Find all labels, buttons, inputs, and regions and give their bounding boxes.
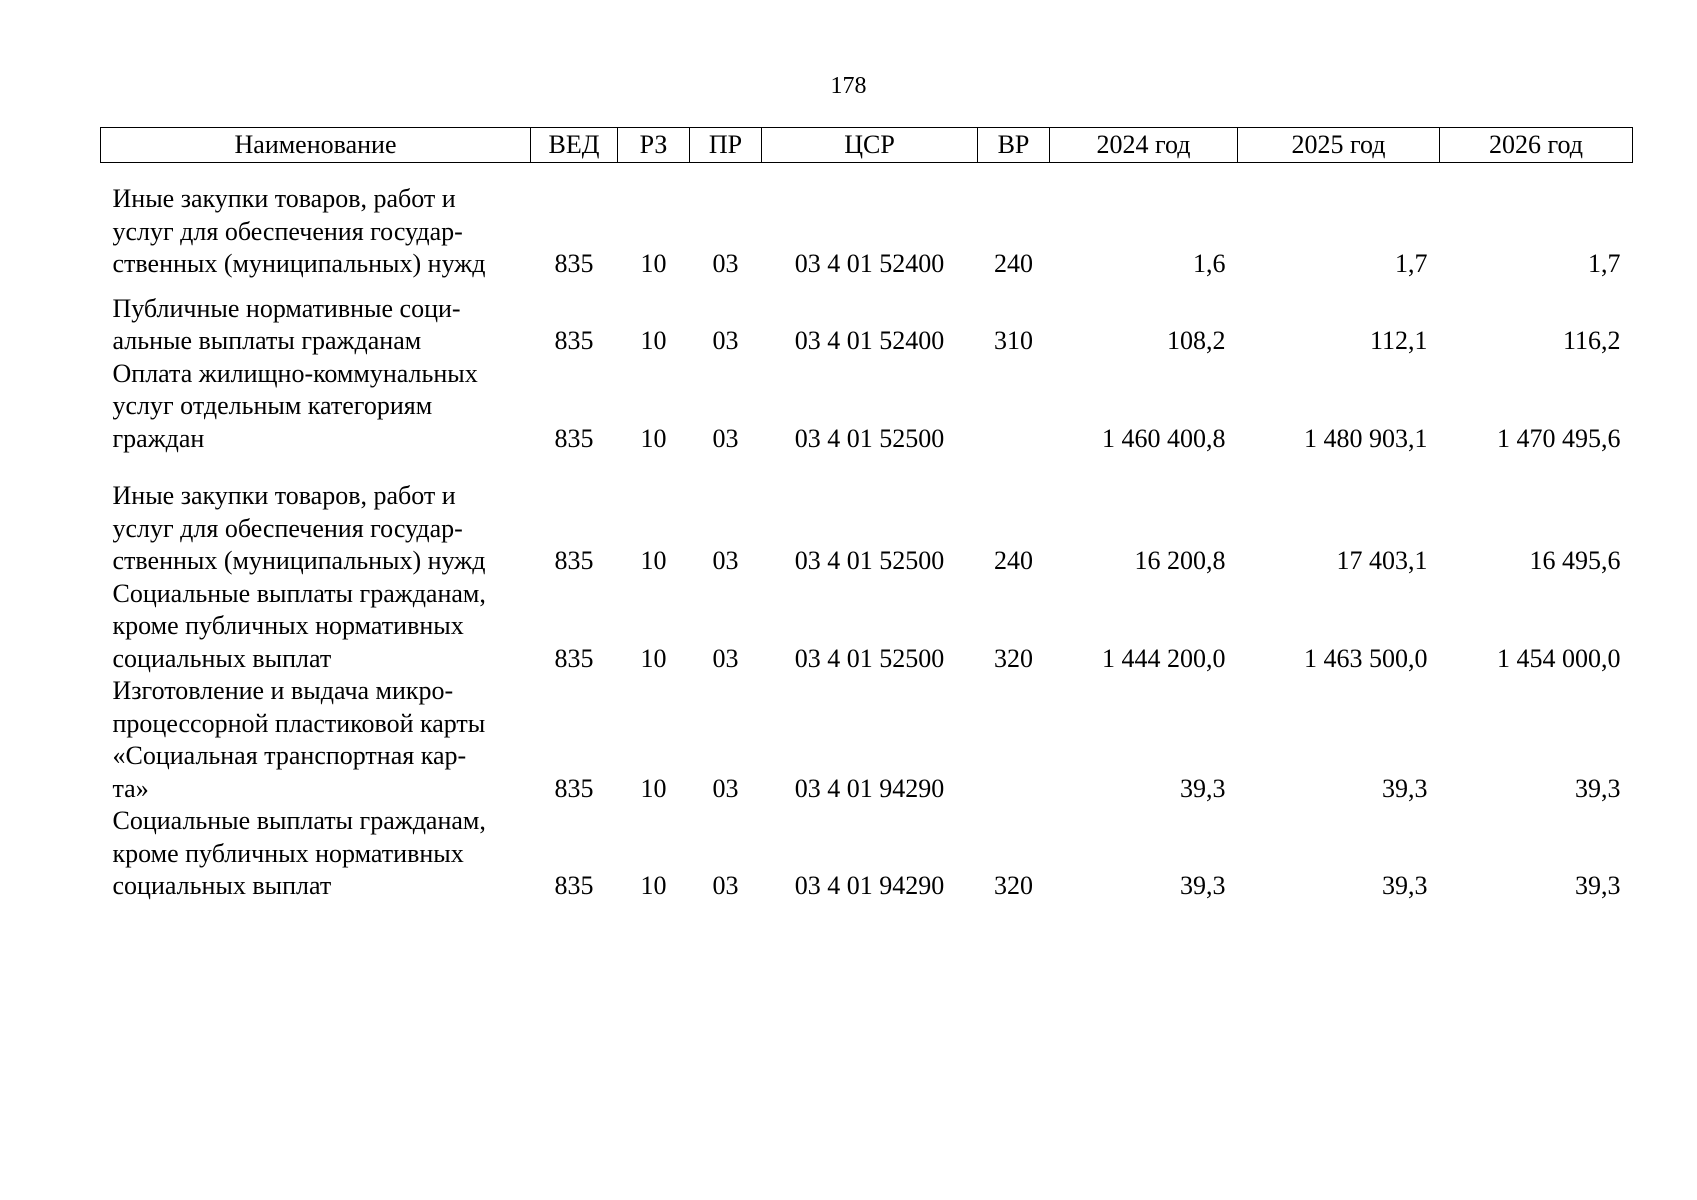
cell-pr: 03 bbox=[712, 871, 739, 900]
cell-2025: 17 403,1 bbox=[1336, 546, 1428, 575]
cell-pr: 03 bbox=[712, 643, 739, 673]
cell-rz: 10 bbox=[640, 871, 667, 900]
table-row bbox=[101, 358, 1633, 456]
table-header bbox=[101, 128, 1633, 163]
row-name-line: кроме публичных нормативных bbox=[112, 838, 464, 868]
cell-pr: 03 bbox=[712, 773, 739, 803]
cell-vr: 310 bbox=[994, 326, 1033, 355]
table-row bbox=[101, 805, 1633, 903]
row-name-line: ственных (муниципальных) нужд bbox=[112, 546, 486, 575]
cell-csr: 03 4 01 94290 bbox=[794, 773, 945, 803]
cell-2024: 1,6 bbox=[1193, 249, 1226, 278]
row-name-line: Иные закупки товаров, работ и bbox=[112, 184, 456, 213]
cell-2026: 1,7 bbox=[1588, 249, 1621, 278]
cell-2025: 112,1 bbox=[1369, 326, 1428, 355]
cell-2024: 39,3 bbox=[1180, 871, 1226, 900]
row-name-line: Публичные нормативные соци- bbox=[112, 293, 461, 323]
row-name bbox=[101, 281, 531, 358]
cell-ved: 835 bbox=[554, 871, 594, 900]
cell-2024: 39,3 bbox=[1180, 773, 1226, 803]
row-name-line: услуг отдельным категориям bbox=[112, 391, 433, 420]
header-rz: РЗ bbox=[618, 128, 690, 163]
cell-2026: 39,3 bbox=[1575, 871, 1621, 900]
row-name-line: социальных выплат bbox=[112, 643, 332, 673]
cell-2026: 1 454 000,0 bbox=[1497, 643, 1621, 673]
cell-2025: 39,3 bbox=[1382, 871, 1428, 900]
header-pr: ПР bbox=[690, 128, 762, 163]
row-name bbox=[101, 455, 531, 578]
cell-rz: 10 bbox=[640, 643, 667, 673]
cell-ved: 835 bbox=[554, 546, 594, 575]
cell-pr: 03 bbox=[712, 326, 739, 355]
cell-ved: 835 bbox=[554, 773, 594, 803]
header-2026: 2026 год bbox=[1440, 128, 1633, 163]
row-name-line: кроме публичных нормативных bbox=[112, 611, 464, 640]
cell-2026: 116,2 bbox=[1562, 326, 1621, 355]
cell-rz: 10 bbox=[640, 773, 667, 803]
row-name-line: Социальные выплаты гражданам, bbox=[112, 578, 486, 608]
row-name-line: Социальные выплаты гражданам, bbox=[112, 806, 486, 835]
header-name: Наименование bbox=[101, 128, 531, 163]
header-csr: ЦСР bbox=[762, 128, 978, 163]
row-name-line: та» bbox=[112, 773, 149, 803]
row-name-line: услуг для обеспечения государ- bbox=[112, 216, 463, 246]
row-name bbox=[101, 358, 531, 456]
cell-pr: 03 bbox=[712, 423, 739, 453]
row-name bbox=[101, 805, 531, 903]
table-body bbox=[101, 163, 1633, 903]
cell-2025: 1 480 903,1 bbox=[1304, 423, 1428, 453]
cell-2026: 16 495,6 bbox=[1529, 546, 1621, 575]
cell-csr: 03 4 01 52500 bbox=[794, 643, 945, 673]
row-name-line: Изготовление и выдача микро- bbox=[112, 676, 454, 705]
cell-rz: 10 bbox=[640, 326, 667, 355]
cell-2024: 1 444 200,0 bbox=[1102, 643, 1226, 673]
row-name bbox=[101, 675, 531, 805]
row-name-line: услуг для обеспечения государ- bbox=[112, 513, 463, 543]
header-row bbox=[101, 128, 1633, 163]
table-row bbox=[101, 675, 1633, 805]
row-name-line: альные выплаты гражданам bbox=[112, 326, 422, 355]
cell-rz: 10 bbox=[640, 249, 667, 278]
table-row bbox=[101, 455, 1633, 578]
cell-2025: 39,3 bbox=[1382, 773, 1428, 803]
header-2025: 2025 год bbox=[1238, 128, 1440, 163]
cell-vr: 240 bbox=[994, 249, 1033, 278]
cell-2025: 1,7 bbox=[1395, 249, 1428, 278]
table-row bbox=[101, 281, 1633, 358]
cell-2025: 1 463 500,0 bbox=[1304, 643, 1428, 673]
header-vr: ВР bbox=[978, 128, 1050, 163]
cell-ved: 835 bbox=[554, 643, 594, 673]
cell-rz: 10 bbox=[640, 423, 667, 453]
row-name-line: граждан bbox=[112, 423, 205, 453]
row-name-line: ственных (муниципальных) нужд bbox=[112, 249, 486, 278]
cell-rz: 10 bbox=[640, 546, 667, 575]
cell-ved: 835 bbox=[554, 423, 594, 453]
cell-vr bbox=[978, 675, 1050, 805]
cell-csr: 03 4 01 52400 bbox=[794, 249, 945, 278]
cell-vr: 320 bbox=[994, 643, 1033, 673]
header-ved: ВЕД bbox=[531, 128, 618, 163]
cell-pr: 03 bbox=[712, 249, 739, 278]
table-row bbox=[101, 578, 1633, 676]
row-name-line: социальных выплат bbox=[112, 871, 332, 900]
cell-csr: 03 4 01 52400 bbox=[794, 326, 945, 355]
cell-pr: 03 bbox=[712, 546, 739, 575]
cell-vr: 240 bbox=[994, 546, 1033, 575]
cell-csr: 03 4 01 52500 bbox=[794, 423, 945, 453]
row-name-line: Иные закупки товаров, работ и bbox=[112, 481, 456, 510]
table-row bbox=[101, 163, 1633, 281]
row-name bbox=[101, 163, 531, 281]
row-name bbox=[101, 578, 531, 676]
cell-csr: 03 4 01 52500 bbox=[794, 546, 945, 575]
cell-2024: 108,2 bbox=[1167, 326, 1226, 355]
cell-2026: 39,3 bbox=[1575, 773, 1621, 803]
cell-2024: 16 200,8 bbox=[1134, 546, 1226, 575]
row-name-line: процессорной пластиковой карты bbox=[112, 708, 486, 738]
cell-2024: 1 460 400,8 bbox=[1102, 423, 1226, 453]
page-number: 178 bbox=[830, 73, 867, 99]
row-name-line: «Социальная транспортная кар- bbox=[112, 741, 467, 770]
cell-ved: 835 bbox=[554, 249, 594, 278]
cell-ved: 835 bbox=[554, 326, 594, 355]
cell-vr: 320 bbox=[994, 871, 1033, 900]
budget-table bbox=[100, 127, 1633, 903]
cell-csr: 03 4 01 94290 bbox=[794, 871, 945, 900]
row-name-line: Оплата жилищно-коммунальных bbox=[112, 358, 478, 388]
cell-2026: 1 470 495,6 bbox=[1497, 423, 1621, 453]
header-2024: 2024 год bbox=[1050, 128, 1238, 163]
cell-vr bbox=[978, 358, 1050, 456]
